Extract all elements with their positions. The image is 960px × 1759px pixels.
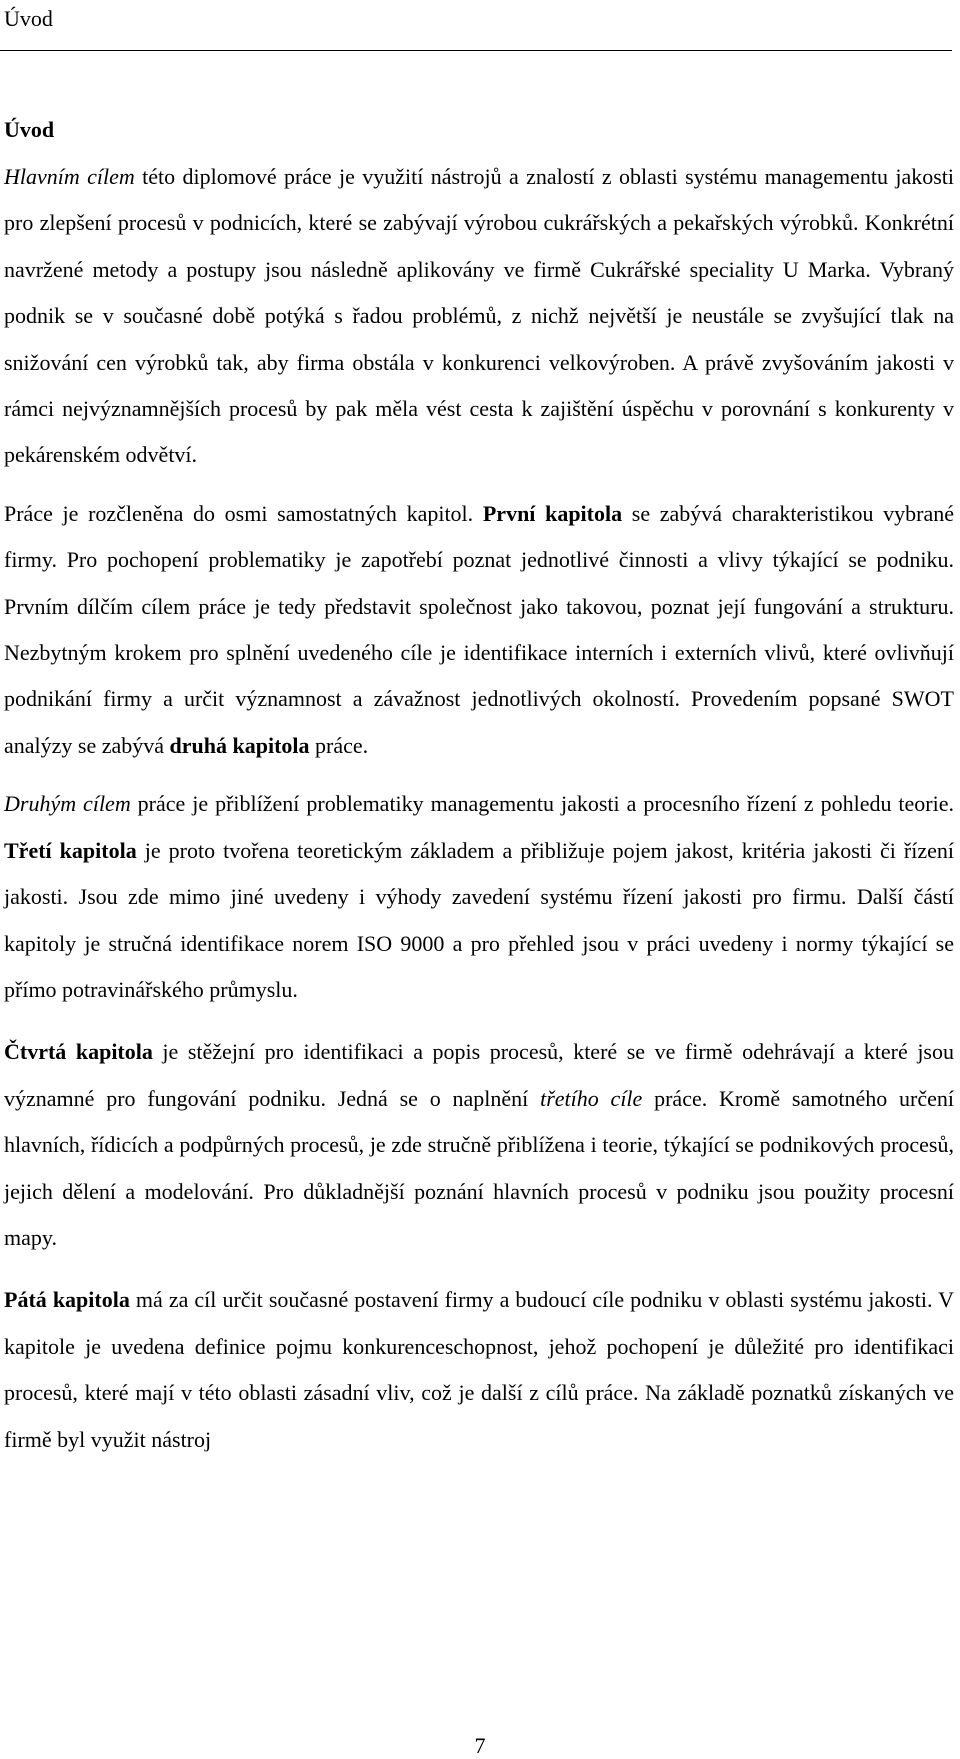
page-number: 7 [474,1733,486,1758]
paragraph-text: je proto tvořena teoretickým základem a přibližuje pojem jakost, kritéria jakosti či řízení jakosti. Jsou zde mimo jiné uvedeny i výhody zavedení systému řízení jakosti pro firmu. Další částí kapitoly je stručná identifikace norem ISO 9000 a pro přehled jsou v práci uvedeny i normy týkající se přímo potravinářského průmyslu. [4,837,954,1002]
paragraph-chapter-four [4,1029,954,1261]
emphasis-third-goal: třetího cíle [540,1085,643,1111]
paragraph-text: práce je přiblížení problematiky managementu jakosti a procesního řízení z pohledu teorie. [130,791,955,817]
emphasis-second-goal: Druhým cílem [4,791,131,817]
header-divider [0,50,952,51]
paragraph-text: práce. Kromě samotného určení hlavních, řídicích a podpůrných procesů, je zde stručně přiblížena i teorie, týkající se podnikových procesů, jejich dělení a modelování. Pro důkladnější poznání hlavních procesů v podniku jsou použity procesní mapy. [4,1085,954,1250]
paragraph-text: této diplomové práce je využití nástrojů a znalostí z oblasti systému managementu jakosti pro zlepšení procesů v podnicích, které se zabývají výrobou cukrářských a pekařských výrobků. Konkrétní navržené metody a postupy jsou následně aplikovány ve firmě Cukrářské speciality U Marka. Vybraný podnik se v současné době potýká s řadou problémů, z nichž největší je neustále se zvyšující tlak na snižování cen výrobků tak, aby firma obstála v konkurenci velkovýroben. A právě zvyšováním jakosti v rámci nejvýznamnějších procesů by pak měla vést cesta k zajištění úspěchu v porovnání s konkurenty v pekárenském odvětví. [4,164,954,468]
section-heading: Úvod [4,117,55,142]
chapter-reference: Třetí kapitola [4,837,137,863]
emphasis-main-goal: Hlavním cílem [4,164,135,189]
chapter-reference: Čtvrtá kapitola [4,1039,153,1065]
paragraph-main-goal [4,154,954,479]
paragraph-text: práce. [309,732,369,758]
paragraph-text: má za cíl určit současné postavení firmy a budoucí cíle podniku v oblasti systému jakosti. V kapitole je uvedena definice pojmu konkurenceschopnost, jehož pochopení je důležité pro identifikaci procesů, které mají v této oblasti zásadní vliv, což je další z cílů práce. Na základě poznatků získaných ve firmě byl využit nástroj [4,1287,954,1452]
paragraph-text: je stěžejní pro identifikaci a popis procesů, které se ve firmě odehrávají a které jsou významné pro fungování podniku. Jedná se o naplnění [4,1039,954,1111]
chapter-reference: druhá kapitola [169,732,310,758]
paragraph-structure [4,491,954,769]
paragraph-second-goal [4,781,954,1013]
paragraph-text: Práce je rozčleněna do osmi samostatných kapitol. [4,500,483,526]
chapter-reference: První kapitola [482,500,623,526]
document-body [4,112,954,1463]
running-header-title: Úvod [4,6,53,31]
paragraph-chapter-five [4,1277,954,1463]
chapter-reference: Pátá kapitola [4,1287,130,1313]
paragraph-text: se zabývá charakteristikou vybrané firmy. Pro pochopení problematiky je zapotřebí poznat jednotlivé činnosti a vlivy týkající se podniku. Prvním dílčím cílem práce je tedy představit společnost jako takovou, poznat její fungování a strukturu. Nezbytným krokem pro splnění uvedeného cíle je identifikace interních i externích vlivů, které ovlivňují podnikání firmy a určit významnost a závažnost jednotlivých okolností. Provedením popsané SWOT analýzy se zabývá [4,500,954,758]
